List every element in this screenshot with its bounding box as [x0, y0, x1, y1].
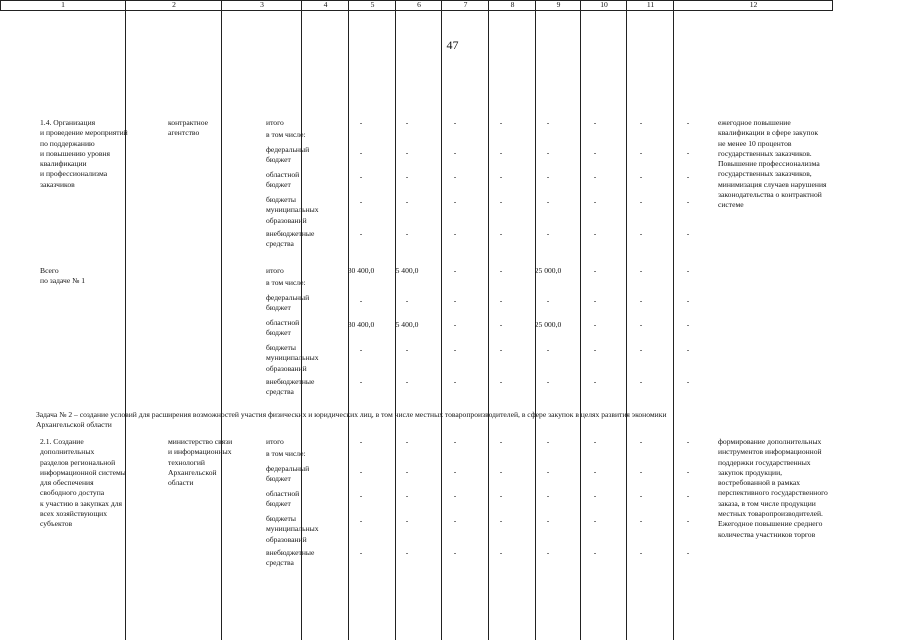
funding-value: -: [453, 266, 457, 275]
column-header-7: 7: [463, 0, 468, 9]
funding-value: 30 400,0: [347, 320, 375, 329]
funding-value: -: [499, 197, 503, 206]
column-header-10: 10: [600, 0, 608, 9]
funding-value: -: [405, 491, 409, 500]
funding-value: -: [499, 266, 503, 275]
funding-value: -: [453, 118, 457, 127]
funding-value: -: [499, 229, 503, 238]
funding-value: -: [359, 548, 363, 557]
funding-value: 5 400,0: [395, 320, 419, 329]
funding-value: -: [359, 377, 363, 386]
funding-value: -: [405, 548, 409, 557]
funding-value: -: [359, 118, 363, 127]
funding-value: -: [593, 548, 597, 557]
funding-value: -: [639, 148, 643, 157]
funding-source-label: бюджеты муниципальных образований: [266, 514, 319, 544]
executor-name: министерство связи и информационных технологий Архангельской области: [168, 437, 233, 488]
funding-value: -: [359, 197, 363, 206]
funding-value: -: [593, 467, 597, 476]
funding-value: -: [405, 197, 409, 206]
funding-value: -: [546, 516, 550, 525]
funding-value: -: [593, 118, 597, 127]
funding-value: -: [359, 345, 363, 354]
funding-value: -: [593, 377, 597, 386]
funding-value: -: [593, 172, 597, 181]
funding-value: -: [453, 148, 457, 157]
expected-result: формирование дополнительных инструментов информационной поддержки государственных закупок продукции, востребованной в рамках перспективного государственного заказа, в том числе продукции местных товаропроизводителей. Ежегодное повышение среднего количества участников торгов: [718, 437, 828, 539]
page-number: 47: [446, 38, 459, 52]
header-divider: [125, 0, 126, 640]
funding-value: -: [453, 172, 457, 181]
funding-value: -: [686, 118, 690, 127]
funding-value: 30 400,0: [347, 266, 375, 275]
funding-value: -: [499, 437, 503, 446]
measure-name: Всего по задаче № 1: [40, 266, 86, 286]
funding-value: -: [686, 516, 690, 525]
funding-value: -: [359, 172, 363, 181]
funding-source-label: внебюджетные средства: [266, 377, 315, 397]
funding-value: -: [359, 229, 363, 238]
funding-value: -: [453, 516, 457, 525]
funding-value: -: [546, 437, 550, 446]
funding-value: -: [499, 516, 503, 525]
funding-value: -: [546, 491, 550, 500]
funding-value: -: [359, 437, 363, 446]
funding-value: -: [639, 516, 643, 525]
funding-value: -: [546, 172, 550, 181]
funding-value: 5 400,0: [395, 266, 419, 275]
funding-value: -: [593, 491, 597, 500]
task-2-text-line-1: Задача № 2 – создание условий для расширения возможностей участия физических и юридических лиц, в том числе местных товаропроизводителей, в сфере закупок в целях развития экономики: [36, 410, 667, 419]
funding-value: -: [453, 197, 457, 206]
funding-value: -: [639, 345, 643, 354]
funding-value: -: [639, 296, 643, 305]
funding-value: -: [639, 548, 643, 557]
funding-source-label: федеральный бюджет: [266, 145, 310, 165]
funding-value: -: [686, 148, 690, 157]
funding-value: -: [453, 548, 457, 557]
funding-value: -: [686, 377, 690, 386]
funding-value: -: [686, 197, 690, 206]
expected-result: ежегодное повышение квалификации в сфере закупок не менее 10 процентов государственных заказчиков. Повышение профессионализма государственных заказчиков, минимизация случаев нарушения законодательства о контрактной системе: [718, 118, 827, 210]
table-header-row: [0, 0, 833, 11]
funding-value: -: [593, 197, 597, 206]
funding-value: -: [453, 491, 457, 500]
funding-value: -: [639, 197, 643, 206]
funding-value: -: [639, 320, 643, 329]
funding-value: -: [546, 467, 550, 476]
funding-value: -: [639, 467, 643, 476]
funding-value: -: [686, 266, 690, 275]
column-header-8: 8: [510, 0, 515, 9]
funding-value: -: [639, 266, 643, 275]
funding-value: -: [546, 148, 550, 157]
funding-value: -: [405, 377, 409, 386]
funding-value: -: [686, 345, 690, 354]
column-header-4: 4: [323, 0, 328, 9]
funding-value: -: [593, 266, 597, 275]
column-header-6: 6: [417, 0, 421, 9]
funding-value: -: [686, 548, 690, 557]
funding-value: -: [453, 345, 457, 354]
funding-value: -: [546, 296, 550, 305]
funding-value: -: [593, 296, 597, 305]
funding-value: 25 000,0: [534, 266, 562, 275]
funding-source-label: областной бюджет: [266, 318, 300, 338]
funding-source-label: внебюджетные средства: [266, 548, 315, 568]
funding-source-label: областной бюджет: [266, 170, 300, 190]
header-divider: [221, 0, 222, 640]
funding-value: -: [686, 467, 690, 476]
funding-value: -: [359, 491, 363, 500]
funding-source-label: в том числе:: [266, 449, 306, 458]
funding-value: -: [686, 491, 690, 500]
funding-value: -: [593, 148, 597, 157]
funding-value: -: [499, 377, 503, 386]
funding-value: -: [405, 437, 409, 446]
column-header-1: 1: [61, 0, 65, 9]
funding-value: -: [546, 345, 550, 354]
funding-value: -: [499, 118, 503, 127]
funding-value: -: [453, 467, 457, 476]
funding-source-label: федеральный бюджет: [266, 293, 310, 313]
funding-value: -: [639, 118, 643, 127]
funding-value: -: [593, 320, 597, 329]
funding-value: -: [405, 172, 409, 181]
column-header-11: 11: [646, 0, 655, 9]
funding-source-label: внебюджетные средства: [266, 229, 315, 249]
funding-value: -: [499, 296, 503, 305]
funding-value: -: [499, 548, 503, 557]
funding-value: -: [359, 467, 363, 476]
funding-value: -: [546, 197, 550, 206]
funding-value: -: [593, 437, 597, 446]
funding-source-label: в том числе:: [266, 130, 306, 139]
funding-value: -: [359, 148, 363, 157]
task-2-text-line-2: Архангельской области: [36, 420, 112, 429]
funding-value: -: [499, 345, 503, 354]
funding-value: -: [639, 172, 643, 181]
column-header-12: 12: [749, 0, 758, 9]
funding-source-label: бюджеты муниципальных образований: [266, 343, 319, 373]
funding-value: -: [593, 229, 597, 238]
executor-name: контрактное агентство: [168, 118, 208, 138]
funding-value: -: [453, 320, 457, 329]
funding-value: -: [453, 377, 457, 386]
funding-value: -: [405, 467, 409, 476]
funding-value: -: [499, 320, 503, 329]
funding-value: -: [359, 296, 363, 305]
column-header-5: 5: [370, 0, 375, 9]
funding-source-label: областной бюджет: [266, 489, 300, 509]
funding-source-label: бюджеты муниципальных образований: [266, 195, 319, 225]
funding-value: -: [453, 296, 457, 305]
funding-value: -: [405, 148, 409, 157]
funding-value: -: [405, 345, 409, 354]
funding-value: -: [405, 118, 409, 127]
funding-value: -: [453, 229, 457, 238]
funding-value: -: [546, 548, 550, 557]
funding-value: -: [639, 229, 643, 238]
column-header-3: 3: [260, 0, 264, 9]
funding-source-label: итого: [266, 266, 284, 275]
funding-source-label: федеральный бюджет: [266, 464, 310, 484]
funding-value: -: [405, 516, 409, 525]
funding-value: -: [639, 377, 643, 386]
funding-value: -: [686, 229, 690, 238]
funding-source-label: итого: [266, 118, 284, 127]
column-header-2: 2: [172, 0, 176, 9]
funding-value: -: [405, 229, 409, 238]
funding-value: -: [686, 296, 690, 305]
funding-value: -: [546, 229, 550, 238]
measure-name: 1.4. Организация и проведение мероприятий по поддержанию и повышению уровня квалификации и профессионализма заказчиков: [40, 118, 128, 189]
funding-value: -: [359, 516, 363, 525]
funding-value: -: [686, 172, 690, 181]
measure-name: 2.1. Создание дополнительных разделов региональной информационной системы для обеспечения свободного доступа к участию в закупках для всех хозяйствующих субъектов: [40, 437, 126, 529]
column-header-9: 9: [556, 0, 561, 9]
funding-value: -: [546, 377, 550, 386]
funding-value: -: [593, 516, 597, 525]
funding-value: -: [686, 437, 690, 446]
funding-value: -: [499, 172, 503, 181]
funding-value: -: [639, 491, 643, 500]
funding-value: -: [453, 437, 457, 446]
funding-value: -: [686, 320, 690, 329]
funding-source-label: в том числе:: [266, 278, 306, 287]
funding-value: -: [499, 148, 503, 157]
funding-value: 25 000,0: [534, 320, 562, 329]
funding-source-label: итого: [266, 437, 284, 446]
funding-value: -: [405, 296, 409, 305]
funding-value: -: [546, 118, 550, 127]
funding-value: -: [639, 437, 643, 446]
funding-value: -: [499, 467, 503, 476]
funding-value: -: [499, 491, 503, 500]
funding-value: -: [593, 345, 597, 354]
